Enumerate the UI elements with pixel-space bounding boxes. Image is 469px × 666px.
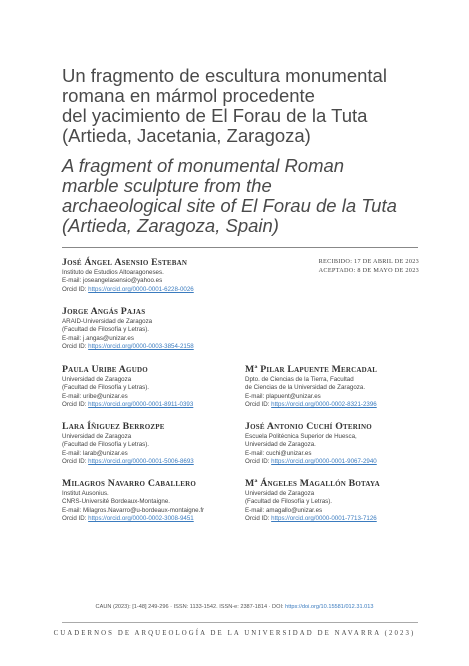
- title-es-line: (Artieda, Jacetania, Zaragoza): [62, 125, 311, 146]
- affiliation: CNRS-Université Bordeaux-Montaigne.: [62, 498, 170, 506]
- orcid-label: Orcid ID:: [245, 401, 272, 409]
- title-spanish: [62, 66, 422, 146]
- affiliation: de Ciencias de la Universidad de Zaragoza.: [245, 384, 366, 392]
- footer-divider: [62, 622, 418, 623]
- affiliation: Institut Ausonius.: [62, 490, 109, 497]
- title-en-line: marble sculpture from the: [62, 175, 272, 196]
- email: E-mail: plapuent@unizar.es: [245, 392, 321, 400]
- affiliation: ARAID-Universidad de Zaragoza: [62, 318, 153, 325]
- author-block: [62, 478, 204, 524]
- affiliation: Universidad de Zaragoza: [62, 433, 132, 440]
- title-es-line: Un fragmento de escultura monumental: [62, 65, 387, 86]
- affiliation: Dpto. de Ciencias de la Tierra, Facultad: [245, 376, 354, 383]
- email: E-mail: Milagros.Navarro@u-bordeaux-montaigne.fr: [62, 506, 205, 514]
- submission-dates: [319, 257, 419, 275]
- email: E-mail: joseangelasensio@yahoo.es: [62, 277, 163, 285]
- journal-name: CUADERNOS DE ARQUEOLOGÍA DE LA UNIVERSIDAD DE NAVARRA (2023): [53, 630, 416, 637]
- affiliation: (Facultad de Filosofía y Letras).: [62, 384, 150, 392]
- affiliation: (Facultad de Filosofía y Letras).: [62, 441, 150, 449]
- doi-link[interactable]: https://doi.org/10.15581/012.31.013: [285, 604, 374, 610]
- author-name: Jorge Angás Pajas: [62, 306, 146, 317]
- title-en-line: (Artieda, Zaragoza, Spain): [62, 215, 279, 236]
- title-es-line: del yacimiento de El Forau de la Tuta: [62, 105, 368, 126]
- orcid-link[interactable]: https://orcid.org/0000-0001-6228-0026: [88, 285, 194, 293]
- affiliation: Universidad de Zaragoza: [245, 490, 315, 497]
- orcid-link[interactable]: https://orcid.org/0000-0001-5006-8693: [88, 458, 194, 466]
- orcid-label: Orcid ID:: [62, 285, 89, 293]
- affiliation: (Facultad de Filosofía y Letras).: [62, 326, 150, 334]
- title-en-line: A fragment of monumental Roman: [62, 155, 345, 176]
- citation-line: [0, 604, 469, 610]
- author-name: Mª Ángeles Magallón Botaya: [245, 478, 380, 489]
- divider: [62, 247, 418, 248]
- orcid-label: Orcid ID:: [62, 401, 89, 409]
- author-name: Mª Pilar Lapuente Mercadal: [245, 364, 378, 375]
- accepted-date: ACEPTADO: 8 DE MAYO DE 2023: [318, 267, 419, 274]
- author-block: [62, 306, 194, 352]
- orcid-link[interactable]: https://orcid.org/0000-0001-7713-7126: [271, 515, 377, 523]
- email: E-mail: larab@unizar.es: [62, 449, 128, 457]
- received-date: RECIBIDO: 17 DE ABRIL DE 2023: [318, 258, 419, 265]
- affiliation: Universidad de Zaragoza.: [245, 441, 316, 449]
- author-name: Milagros Navarro Caballero: [62, 478, 196, 489]
- orcid-link[interactable]: https://orcid.org/0000-0002-8321-2396: [271, 401, 377, 409]
- title-es-line: romana en mármol procedente: [62, 85, 315, 106]
- affiliation: Instituto de Estudios Altoaragoneses.: [62, 269, 164, 276]
- author-block: [245, 478, 380, 524]
- orcid-label: Orcid ID:: [62, 515, 89, 523]
- email: E-mail: j.angas@unizar.es: [62, 334, 134, 342]
- author-block: [62, 257, 194, 294]
- affiliation: Escuela Politécnica Superior de Huesca,: [245, 433, 357, 440]
- title-en-line: archaeological site of El Forau de la Tuta: [62, 195, 397, 216]
- author-name: Lara Íñiguez Berrozpe: [62, 421, 165, 432]
- citation-text: CAUN (2023): [1-48] 249-296 · ISSN: 1133-1542. ISSN-e: 2387-1814 · DOI:: [95, 604, 286, 610]
- author-block: [62, 364, 193, 410]
- orcid-label: Orcid ID:: [62, 343, 89, 351]
- author-name: Paula Uribe Agudo: [62, 364, 148, 375]
- affiliation: Universidad de Zaragoza: [62, 376, 132, 383]
- email: E-mail: cuchi@unizar.es: [245, 449, 312, 457]
- author-block: [62, 421, 194, 467]
- email: E-mail: uribe@unizar.es: [62, 392, 128, 400]
- orcid-link[interactable]: https://orcid.org/0000-0003-3854-2158: [88, 343, 194, 351]
- author-name: José Antonio Cuchí Oterino: [245, 421, 372, 432]
- orcid-label: Orcid ID:: [62, 458, 89, 466]
- author-block: [245, 364, 377, 410]
- email: E-mail: amagallo@unizar.es: [245, 506, 323, 514]
- affiliation: (Facultad de Filosofía y Letras).: [245, 498, 333, 506]
- orcid-link[interactable]: https://orcid.org/0000-0001-8911-0393: [88, 401, 194, 409]
- author-name: José Ángel Asensio Esteban: [62, 257, 188, 268]
- orcid-label: Orcid ID:: [245, 458, 272, 466]
- orcid-link[interactable]: https://orcid.org/0000-0002-3008-9451: [88, 515, 194, 523]
- title-english: [62, 156, 422, 236]
- orcid-label: Orcid ID:: [245, 515, 272, 523]
- author-block: [245, 421, 377, 467]
- orcid-link[interactable]: https://orcid.org/0000-0001-9067-2940: [271, 458, 377, 466]
